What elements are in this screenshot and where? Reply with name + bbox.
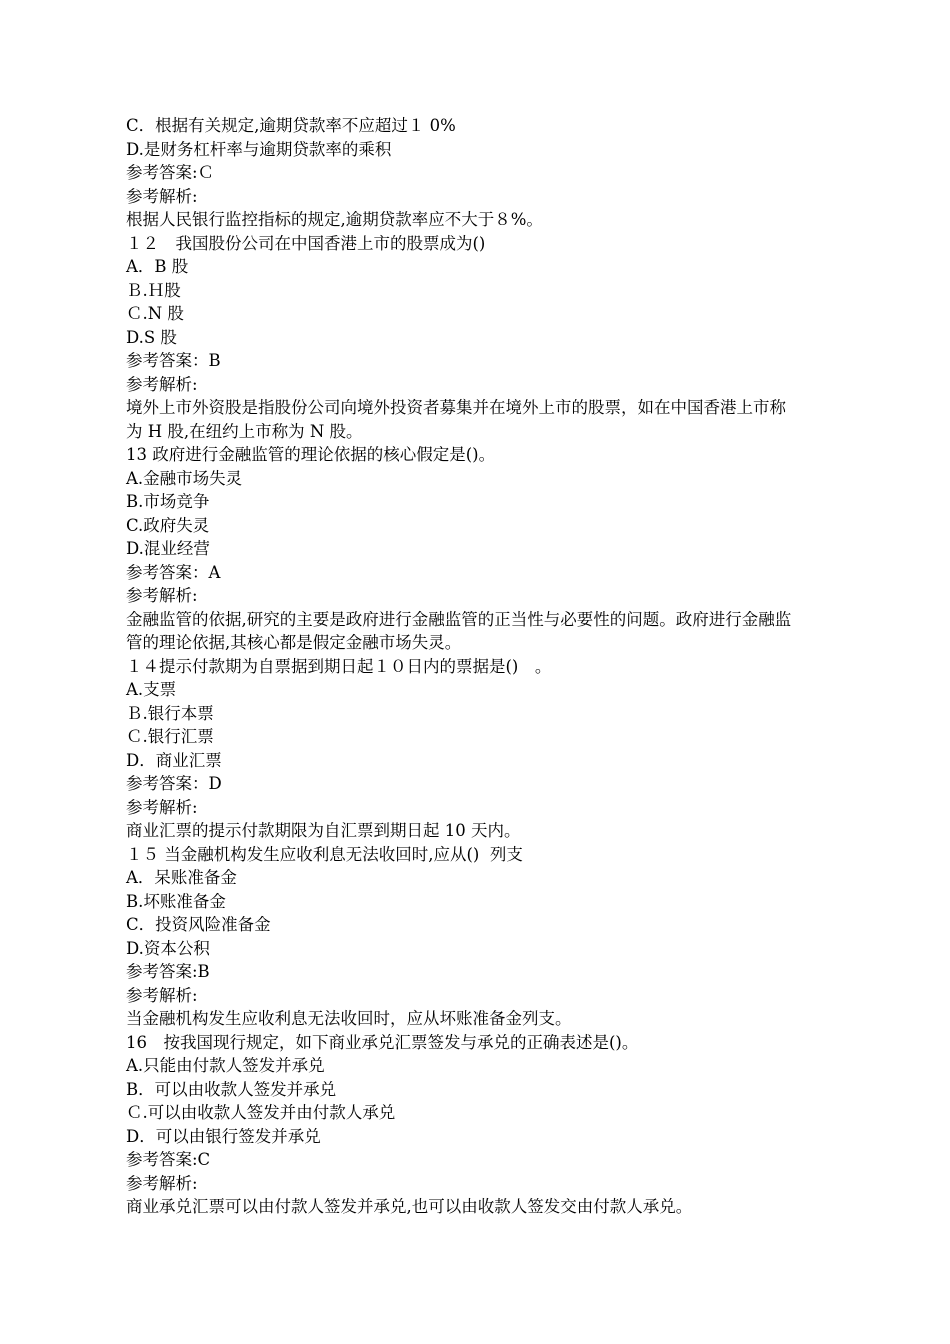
text-line: 参考解析: <box>126 1173 198 1193</box>
text-line: Ｂ.银行本票 <box>126 703 214 723</box>
text-line: C.政府失灵 <box>126 515 210 535</box>
text-line: 参考答案：D <box>126 774 222 793</box>
text-line: 为 H 股,在纽约上市称为 N 股。 <box>126 421 363 441</box>
text-line: B．可以由收款人签发并承兑 <box>126 1079 337 1099</box>
text-line: 参考解析: <box>126 186 198 206</box>
text-line: A．B 股 <box>126 257 189 276</box>
text-line: １４提示付款期为自票据到期日起１０日内的票据是() 。 <box>126 656 552 676</box>
text-line: Ｃ.可以由收款人签发并由付款人承兑 <box>126 1103 396 1122</box>
document-page <box>126 114 846 1219</box>
text-line: 参考答案:C <box>126 1150 211 1169</box>
text-line: Ｃ.银行汇票 <box>126 727 214 746</box>
text-line: 商业汇票的提示付款期限为自汇票到期日起 10 天内。 <box>126 821 521 840</box>
text-line: D.资本公积 <box>126 938 210 958</box>
text-line: 参考解析: <box>126 797 198 817</box>
text-line: 管的理论依据,其核心都是假定金融市场失灵。 <box>126 633 462 652</box>
text-line: B.坏账准备金 <box>126 891 226 911</box>
text-line: D.S 股 <box>126 327 177 347</box>
text-line: 当金融机构发生应收利息无法收回时，应从坏账准备金列支。 <box>126 1009 572 1028</box>
text-line: 境外上市外资股是指股份公司向境外投资者募集并在境外上市的股票，如在中国香港上市称 <box>126 398 786 417</box>
text-line: 参考答案：B <box>126 351 221 370</box>
text-line: 商业承兑汇票可以由付款人签发并承兑,也可以由收款人签发交由付款人承兑。 <box>126 1197 693 1216</box>
text-line: １５ 当金融机构发生应收利息无法收回时,应从() 列支 <box>126 844 523 864</box>
text-line: 参考答案:B <box>126 962 210 981</box>
text-line: B.市场竞争 <box>126 492 210 511</box>
text-line: 参考解析: <box>126 586 198 605</box>
text-line: D.是财务杠杆率与逾期贷款率的乘积 <box>126 139 392 159</box>
text-line: D.混业经营 <box>126 539 210 558</box>
text-line: A.只能由付款人签发并承兑 <box>126 1056 325 1075</box>
text-line: D．可以由银行签发并承兑 <box>126 1126 321 1146</box>
text-line: A.支票 <box>126 680 177 699</box>
text-line: Ｂ.Ｈ股 <box>126 280 181 300</box>
text-line: 金融监管的依据,研究的主要是政府进行金融监管的正当性与必要性的问题。政府进行金融监 <box>126 609 792 629</box>
text-line: C．根据有关规定,逾期贷款率不应超过１ 0% <box>126 116 456 135</box>
text-line: 根据人民银行监控指标的规定,逾期贷款率应不大于８%。 <box>126 210 543 229</box>
text-line: 13 政府进行金融监管的理论依据的核心假定是()。 <box>126 445 496 464</box>
text-line: C．投资风险准备金 <box>126 915 271 934</box>
text-line: A．呆账准备金 <box>126 868 237 887</box>
text-line: １２ 我国股份公司在中国香港上市的股票成为() <box>126 233 486 253</box>
text-line: A.金融市场失灵 <box>126 468 243 488</box>
text-line: Ｃ.N 股 <box>126 304 184 323</box>
text-line: D．商业汇票 <box>126 750 222 770</box>
text-line: 参考答案：A <box>126 562 221 582</box>
text-line: 16 按我国现行规定，如下商业承兑汇票签发与承兑的正确表述是()。 <box>126 1032 639 1052</box>
text-line: 参考解析: <box>126 374 198 394</box>
text-line: 参考答案:Ｃ <box>126 163 215 182</box>
text-line: 参考解析: <box>126 985 198 1005</box>
